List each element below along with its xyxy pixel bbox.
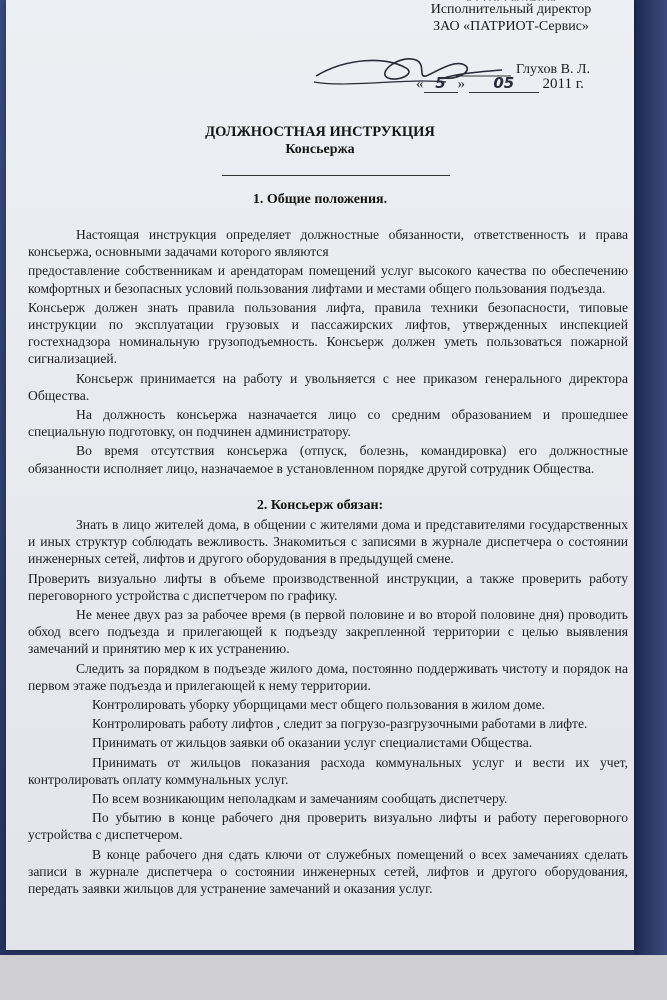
document-sheet xyxy=(6,0,634,950)
paragraph: Знать в лицо жителей дома, в общении с жителями дома и представителями государственных и иных структур соблюдать вежливость. Знакомиться с записями в журнале диспетчера о состоянии инженерных сетей, лифтов и другого оборудования в предыдущей смене. xyxy=(28,517,628,567)
date-day: 5 xyxy=(424,74,458,93)
approval-date: « 5 » 05 2011 г. xyxy=(416,74,584,92)
paragraph: На должность консьержа назначается лицо со средним образованием и прошедшее специальную подготовку, он подчинен администратору. xyxy=(28,407,628,440)
document-title: ДОЛЖНОСТНАЯ ИНСТРУКЦИЯ xyxy=(205,124,435,140)
paragraph: предоставление собственникам и арендаторам помещений услуг высокого качества по обеспечению комфортных и безопасных условий пользования лифтами и местами общего пользования подъезда. xyxy=(28,263,628,296)
paragraph: Принимать от жильцов заявки об оказании услуг специалистами Общества. xyxy=(92,735,533,751)
paragraph: Консьерж принимается на работу и увольняется с нее приказом генерального директора Общества. xyxy=(28,370,628,403)
paragraph: Проверить визуально лифты в объеме производственной инструкции, а также проверить работу переговорного устройства с диспетчером по графику. xyxy=(28,570,628,603)
section-2-body xyxy=(28,516,628,899)
section-1-heading: 1. Общие положения. xyxy=(252,192,388,207)
frame-edge xyxy=(634,0,667,955)
paragraph: Настоящая инструкция определяет должностные обязанности, ответственность и права консьержа, основными задачами которого являются xyxy=(28,227,628,260)
title-divider xyxy=(222,175,450,176)
paragraph: В конце рабочего дня сдать ключи от служебных помещений о всех замечаниях сделать записи в журнале диспетчера о состоянии инженерных сетей, лифтов и другого оборудования, передать заявки жильцов для устранение замечаний и оказания услуг. xyxy=(28,846,628,897)
paragraph: По всем возникающим неполадкам и замечаниям сообщать диспетчеру. xyxy=(92,791,508,807)
paragraph: Консьерж должен знать правила пользования лифта, правила техники безопасности, типовые инструкции по эксплуатации грузовых и пассажирских лифтов, утвержденных инспекцией гостехнадзора номинальную грузоподъемность. Консьерж должен уметь пользоваться пожарной сигнализацией. xyxy=(28,299,628,367)
document-subtitle: Консьержа xyxy=(285,142,355,157)
paragraph: Во время отсутствия консьержа (отпуск, болезнь, командировка) его должностные обязанности исполняет лицо, назначаемое в установленном порядке другой сотрудник Общества. xyxy=(28,443,628,476)
paragraph: Не менее двух раз за рабочее время (в первой половине и во второй половине дня) проводить обход всего подъезда и прилегающей к подъезду закрепленной территории с целью выявления замечаний и принятию мер к их устранению. xyxy=(28,607,628,657)
paragraph: Следить за порядком в подъезде жилого дома, постоянно поддерживать чистоту и порядок на первом этаже подъезда и прилегающей к нему территории. xyxy=(28,660,628,693)
section-2-heading: 2. Консьерж обязан: xyxy=(256,498,384,513)
paragraph: Контролировать уборку уборщицами мест общего пользования в жилом доме. xyxy=(92,697,546,713)
approval-block xyxy=(396,0,626,35)
wall-background xyxy=(0,955,667,1000)
date-year: 2011 г. xyxy=(542,76,584,92)
paragraph: По убытию в конце рабочего дня проверить визуально лифты и работу переговорного устройства с диспетчером. xyxy=(28,810,628,843)
paragraph: Принимать от жильцов показания расхода коммунальных услуг и вести их учет, контролировать оплату коммунальных услуг. xyxy=(28,754,628,787)
approval-company: ЗАО «ПАТРИОТ-Сервис» xyxy=(433,19,589,34)
approval-position: Исполнительный директор xyxy=(430,2,592,17)
paragraph: Контролировать работу лифтов , следит за погрузо-разгрузочными работами в лифте. xyxy=(92,716,588,732)
signer-name: Глухов В. Л. xyxy=(516,62,590,77)
date-month: 05 xyxy=(469,74,539,93)
section-1-body xyxy=(28,226,628,479)
